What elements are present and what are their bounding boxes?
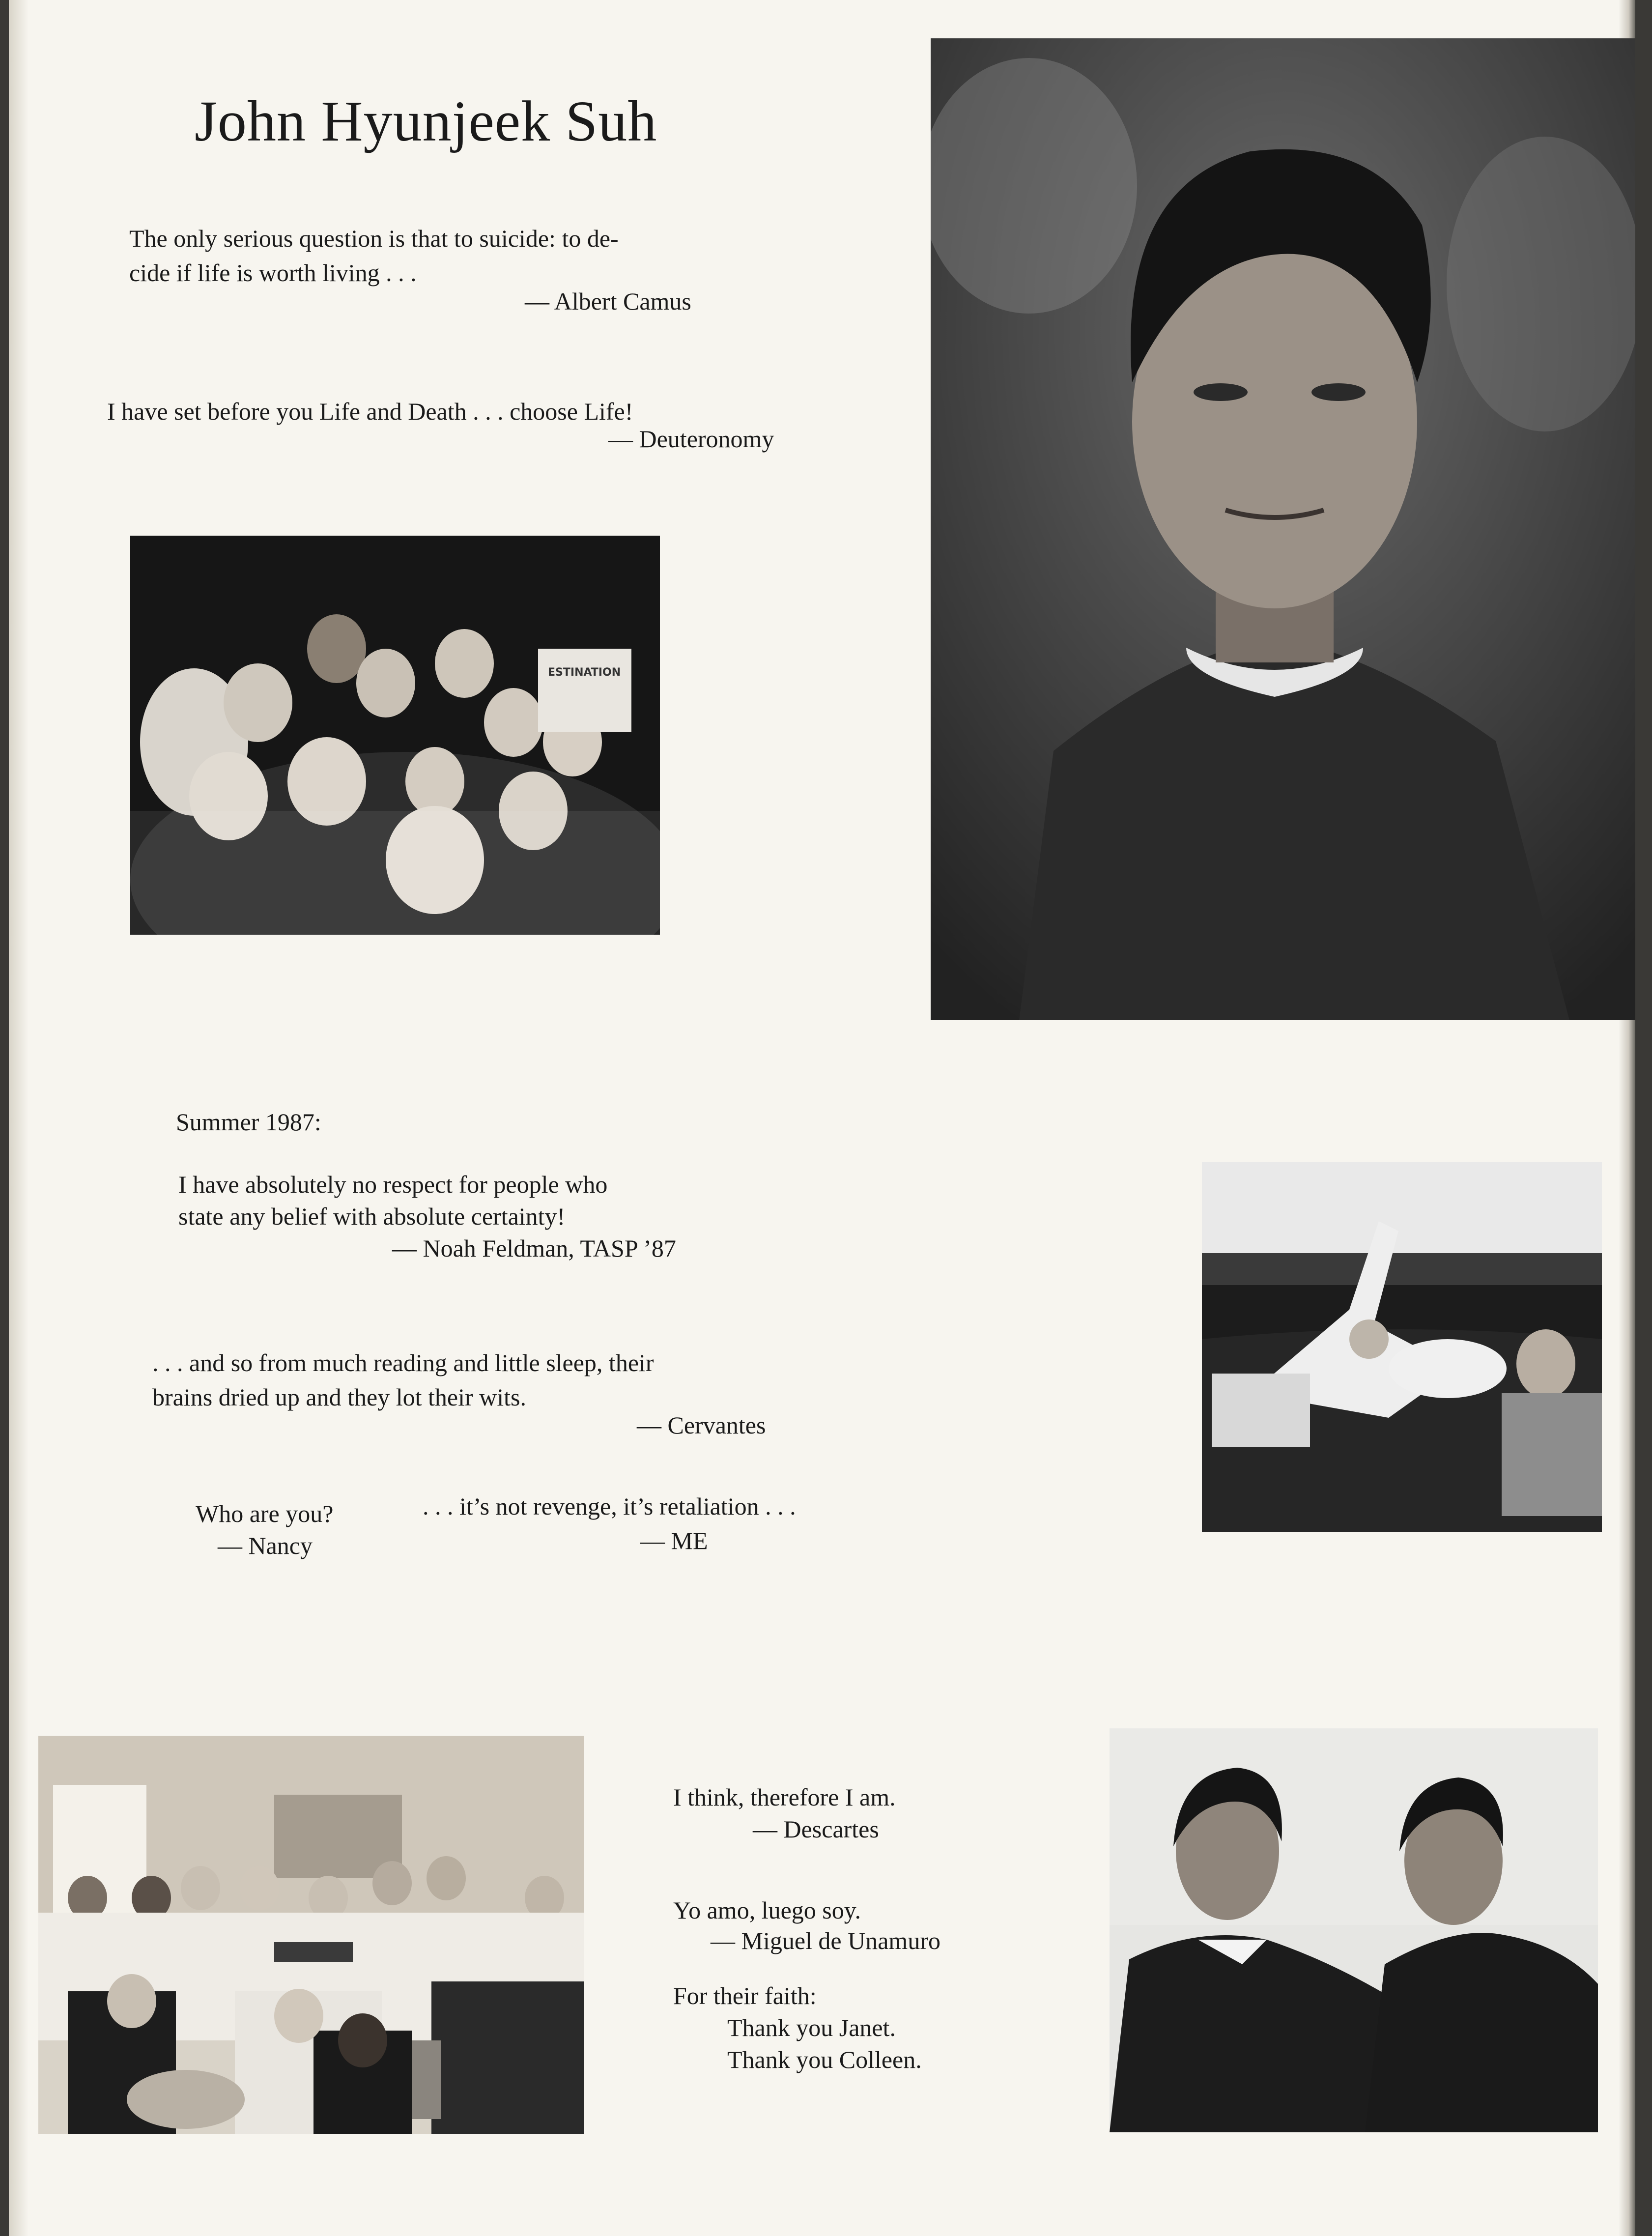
descartes-quote: I think, therefore I am. <box>673 1783 896 1811</box>
friends-photo <box>1110 1728 1598 2132</box>
camus-quote-author: — Albert Camus <box>525 287 691 315</box>
yearbook-page <box>9 0 1635 2236</box>
cervantes-quote-line1: . . . and so from much reading and little sleep, their <box>152 1349 654 1376</box>
portrait-photo <box>931 38 1635 1020</box>
friends-photo-image <box>1110 1728 1598 2132</box>
group-photo-party <box>130 536 660 935</box>
feldman-quote-line2: state any belief with absolute certainty! <box>178 1203 566 1230</box>
birthday-photo-image <box>38 1736 584 2134</box>
shirt-text: ESTINATION <box>548 666 621 679</box>
group-photo-party-image <box>130 536 660 935</box>
me-quote: . . . it’s not revenge, it’s retaliation . . . <box>423 1492 796 1520</box>
nancy-author: — Nancy <box>218 1532 313 1559</box>
camus-quote-line1: The only serious question is that to suicide: to de- <box>129 225 619 252</box>
camus-quote-line2: cide if life is worth living . . . <box>129 259 417 287</box>
couch-photo-image <box>1202 1162 1602 1532</box>
couch-photo <box>1202 1162 1602 1532</box>
unamuno-quote: Yo amo, luego soy. <box>673 1896 861 1924</box>
portrait-photo-image <box>931 38 1635 1020</box>
feldman-quote-line1: I have absolutely no respect for people who <box>178 1171 608 1198</box>
cervantes-quote-author: — Cervantes <box>637 1411 766 1439</box>
deuteronomy-author: — Deuteronomy <box>608 425 774 453</box>
feldman-quote-author: — Noah Feldman, TASP ’87 <box>392 1234 676 1262</box>
page-title: John Hyunjeek Suh <box>195 89 657 153</box>
cervantes-quote-line2: brains dried up and they lot their wits. <box>152 1383 526 1411</box>
deuteronomy-quote: I have set before you Life and Death . . . choose Life! <box>107 398 633 425</box>
faith-thanks-janet: Thank you Janet. <box>727 2014 896 2041</box>
faith-heading: For their faith: <box>673 1982 817 2009</box>
summer-heading: Summer 1987: <box>176 1108 321 1136</box>
spine-shadow <box>9 0 28 2236</box>
faith-thanks-colleen: Thank you Colleen. <box>727 2046 922 2073</box>
unamuno-author: — Miguel de Unamuro <box>711 1927 940 1954</box>
descartes-author: — Descartes <box>753 1815 879 1843</box>
nancy-quote: Who are you? <box>196 1500 334 1527</box>
birthday-photo <box>38 1736 584 2134</box>
me-author: — ME <box>640 1527 708 1554</box>
